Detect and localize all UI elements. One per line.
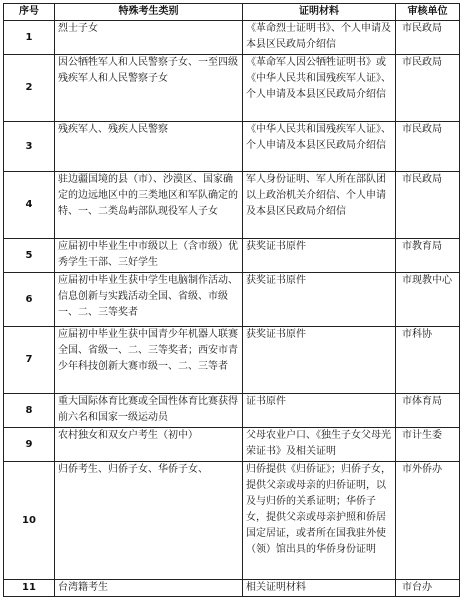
table-row: [4, 273, 460, 327]
table-row: [4, 327, 460, 394]
row-category: 重大国际体育比赛或全国性体育比赛获得前六名和国家一级运动员: [55, 394, 243, 428]
row-category: 农村独女和双女户考生（初中）: [55, 428, 243, 462]
row-category: 台湾籍考生: [55, 580, 243, 597]
row-index: 5: [4, 239, 55, 273]
row-index: 4: [4, 172, 55, 239]
row-index: 10: [4, 462, 55, 580]
header-index: 序号: [4, 4, 55, 21]
row-category: 因公牺牲军人和人民警察子女、一至四级残疾军人和人民警察子女: [55, 55, 243, 122]
table-row: [4, 394, 460, 428]
row-category: 残疾军人、残疾人民警察: [55, 122, 243, 172]
row-materials: 军人身份证明、军人所在部队团以上政治机关介绍信、个人申请及本县区民政局介绍信: [243, 172, 396, 239]
row-category: 归侨考生、归侨子女、华侨子女、: [55, 462, 243, 580]
header-unit: 审核单位: [396, 4, 460, 21]
header-category: 特殊考生类别: [55, 4, 243, 21]
row-materials: 获奖证书原件: [243, 273, 396, 327]
row-materials: 获奖证书原件: [243, 239, 396, 273]
table-row: [4, 428, 460, 462]
row-category: 烈士子女: [55, 21, 243, 55]
row-materials: 《革命军人因公牺牲证明书》或《中华人民共和国残疾军人证》、个人申请及本县区民政局介绍信: [243, 55, 396, 122]
row-unit: 市外侨办: [396, 462, 460, 580]
header-materials: 证明材料: [243, 4, 396, 21]
row-index: 2: [4, 55, 55, 122]
row-unit: 市台办: [396, 580, 460, 597]
row-category: 驻边疆国境的县（市）、沙漠区、国家确定的边远地区中的三类地区和军队确定的特、一、二类岛屿部队现役军人子女: [55, 172, 243, 239]
table-row: [4, 172, 460, 239]
row-unit: 市教育局: [396, 239, 460, 273]
table-row: [4, 21, 460, 55]
row-unit: 市民政局: [396, 21, 460, 55]
row-index: 11: [4, 580, 55, 597]
row-materials: 父母农业户口、《独生子女父母光荣证书》及相关证明: [243, 428, 396, 462]
row-index: 3: [4, 122, 55, 172]
table-row: [4, 580, 460, 597]
table-row: [4, 122, 460, 172]
row-materials: 《中华人民共和国残疾军人证》、个人申请及本县区民政局介绍信: [243, 122, 396, 172]
row-index: 6: [4, 273, 55, 327]
row-materials: 归侨提供《归侨证》；归侨子女，提供父亲或母亲的归侨证明，以及与归侨的关系证明；华侨子女，提供父亲或母亲护照和侨居国定居证，或者所在国我驻外使（领）馆出具的华侨身份证明: [243, 462, 396, 580]
row-unit: 市民政局: [396, 122, 460, 172]
table-row: [4, 239, 460, 273]
row-index: 8: [4, 394, 55, 428]
row-category: 应届初中毕业生中市级以上（含市级）优秀学生干部、三好学生: [55, 239, 243, 273]
row-materials: 证书原件: [243, 394, 396, 428]
row-index: 7: [4, 327, 55, 394]
row-materials: 获奖证书原件: [243, 327, 396, 394]
table-row: [4, 55, 460, 122]
row-unit: 市民政局: [396, 172, 460, 239]
row-index: 1: [4, 21, 55, 55]
row-unit: 市民政局: [396, 55, 460, 122]
special-candidates-table: [3, 3, 460, 597]
row-category: 应届初中毕业生获中国青少年机器人联赛全国、省级一、二、三等奖者；西安市青少年科技创新大赛市级一、二、三等者: [55, 327, 243, 394]
row-unit: 市科协: [396, 327, 460, 394]
table-row: [4, 462, 460, 580]
row-unit: 市体育局: [396, 394, 460, 428]
row-materials: 相关证明材料: [243, 580, 396, 597]
row-unit: 市现教中心: [396, 273, 460, 327]
row-materials: 《革命烈士证明书》、个人申请及本县区民政局介绍信: [243, 21, 396, 55]
row-category: 应届初中毕业生获中学生电脑制作活动、信息创新与实践活动全国、省级、市级一、二、三等奖者: [55, 273, 243, 327]
row-index: 9: [4, 428, 55, 462]
row-unit: 市计生委: [396, 428, 460, 462]
header-row: [4, 4, 460, 21]
